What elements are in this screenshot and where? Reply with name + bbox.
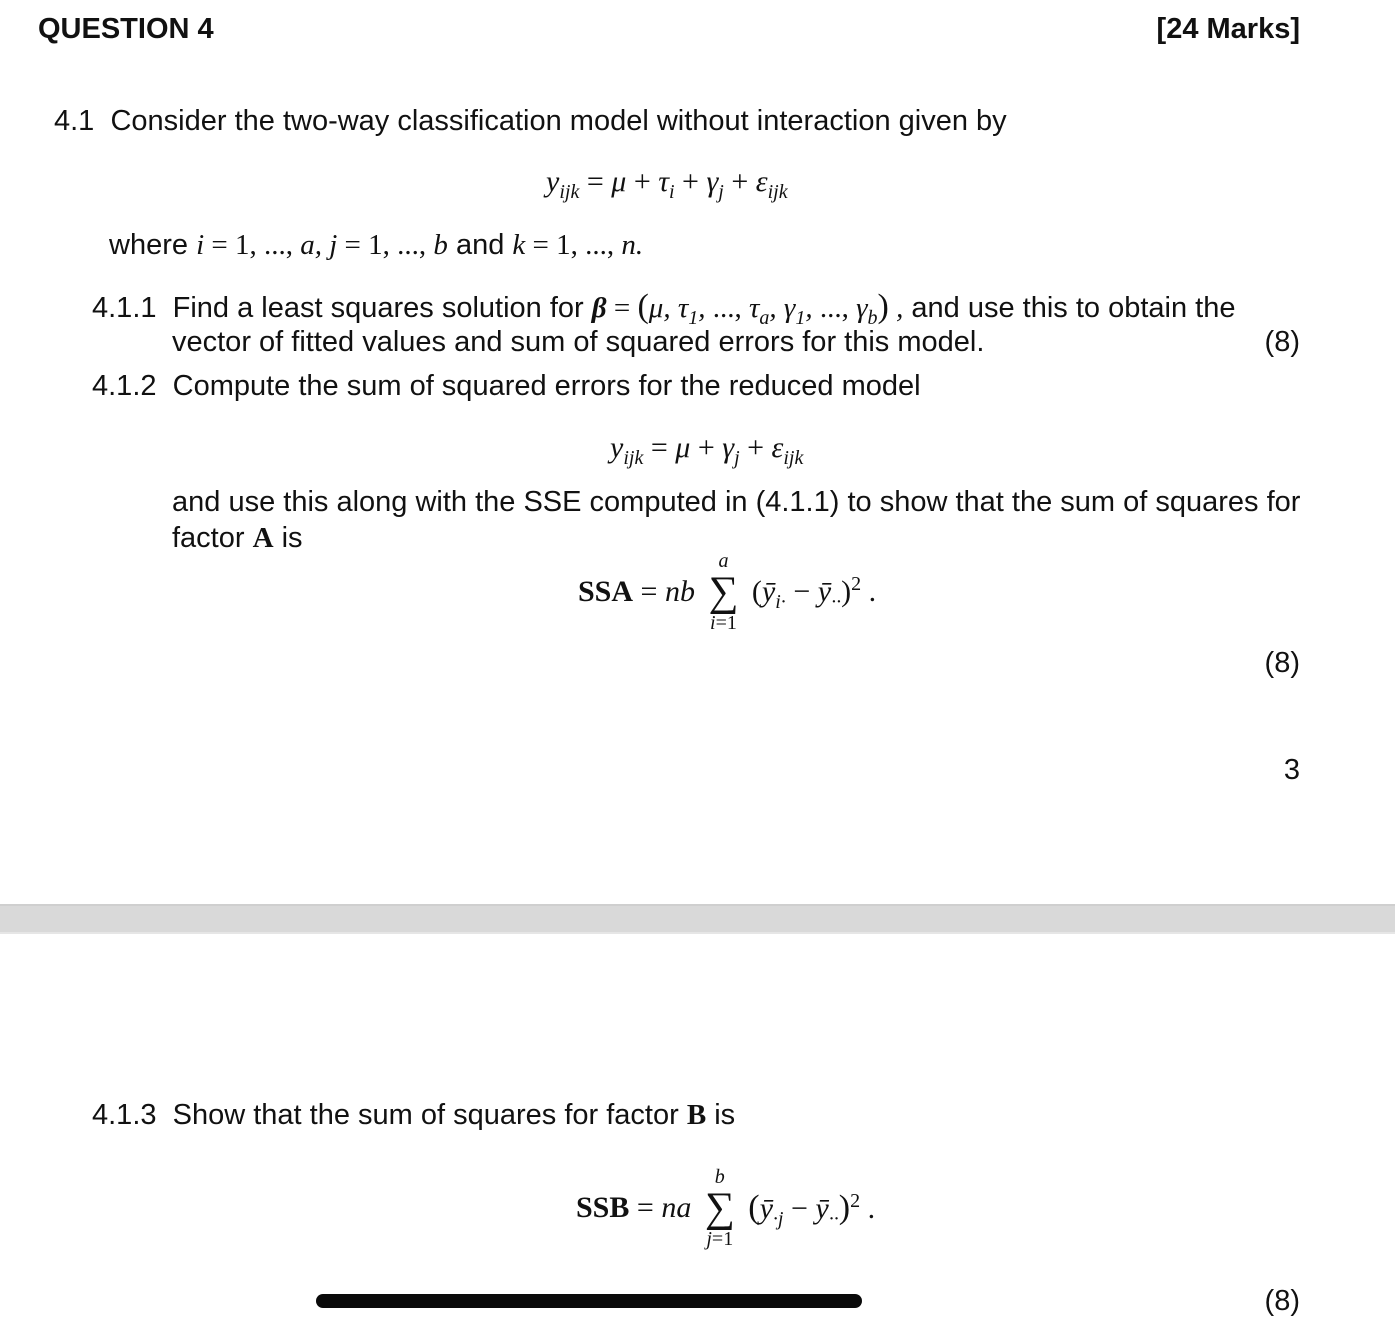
question-4-1 [54, 104, 1007, 138]
model-formula: $y_{ijk} = \mu + \tau_i + \gamma_j + \varepsilon_{ijk}$ [546, 165, 788, 203]
question-4-1-2-line-b: factor A is [172, 522, 303, 554]
factor-b-symbol: B [686, 1099, 707, 1131]
reduced-model-equation: $y_{ijk} = \mu + \gamma_j + \varepsilon_{ijk}$ [610, 431, 804, 469]
question-4-1-2-line-a: and use this along with the SSE computed in (4.1.1) to show that the sum of squares for [172, 486, 1301, 518]
question-4-1-1-line2: vector of fitted values and sum of squared errors for this model. [172, 326, 985, 358]
summation-symbol: b ∑ j=1 [704, 1166, 735, 1250]
ssb-label: SSB [576, 1191, 630, 1224]
ssa-formula: SSA = nb a ∑ i=1 ($ȳ_{i\cdot}$ − $ȳ_{\cdot\cdot})^2$ . [578, 550, 877, 634]
question-title: QUESTION 4 [38, 13, 214, 45]
home-indicator[interactable] [316, 1294, 862, 1308]
subquestion-number: 4.1.2 [92, 370, 157, 402]
question-4-1-3: 4.1.3 Show that the sum of squares for factor B is [92, 1099, 736, 1131]
subquestion-number: 4.1.1 [92, 292, 157, 324]
where-clause: where i = 1, ..., a, j = 1, ..., b and k = 1, ..., n. [109, 229, 644, 261]
factor-a-symbol: A [252, 522, 274, 554]
summation-symbol: a ∑ i=1 [708, 550, 739, 634]
ssb-formula: SSB = na b ∑ j=1 ($ȳ_{\cdot j}$ − $ȳ_{\cdot\cdot})^2$ . [576, 1166, 876, 1250]
marks-4-1-2: (8) [1264, 647, 1300, 679]
question-number: 4.1 [54, 105, 95, 137]
beta-vector: β = (μ, $\tau_1$, ..., $\tau_a$, $\gamma_1$, ..., $\gamma_b$) , [591, 288, 904, 329]
page-divider [0, 904, 1395, 934]
question-4-1-2: 4.1.2 Compute the sum of squared errors for the reduced model [92, 370, 921, 402]
question-4-1-1-line1: 4.1.1 Find a least squares solution for β = (μ, $\tau_1$, ..., $\tau_a$, $\gamma_1$, ..., $\gamma_b$) , and use this to obtain the [92, 288, 1236, 329]
marks-4-1-1: (8) [1264, 326, 1300, 358]
ssa-label: SSA [578, 575, 634, 608]
k-range: k = 1, ..., n. [512, 229, 644, 261]
page-number: 3 [1283, 754, 1300, 786]
subquestion-number: 4.1.3 [92, 1099, 157, 1131]
full-model-equation [546, 164, 788, 203]
index-ranges: i = 1, ..., a, j = 1, ..., b [196, 229, 448, 261]
marks-4-1-3: (8) [1264, 1285, 1300, 1317]
total-marks: [24 Marks] [1156, 13, 1300, 45]
question-intro: Consider the two-way classification model without interaction given by [110, 105, 1007, 137]
